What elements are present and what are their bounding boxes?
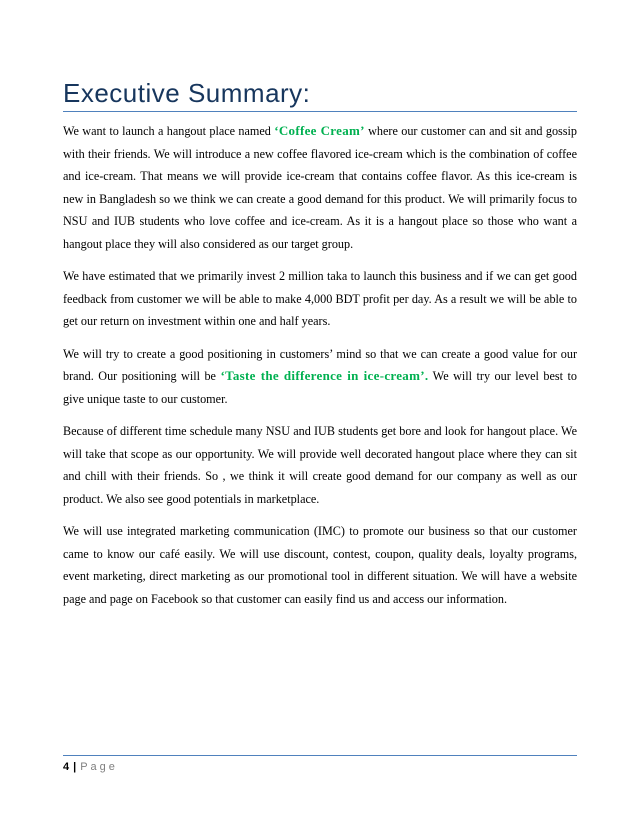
positioning-slogan: ‘Taste the difference in ice-cream’. — [220, 368, 429, 383]
page-label: Page — [80, 761, 118, 773]
page-title: Executive Summary: — [63, 78, 311, 108]
positioning-text-end: We will try our level best to give unique taste to our customer. — [63, 369, 578, 406]
paragraph-investment: We have estimated that we primarily invest 2 million taka to launch this business and if we can get good feedback from customer we will be able to make 4,000 BDT profit per day. As a result we will be able to get our return on investment within one and half years. — [63, 269, 577, 328]
page-footer — [63, 761, 118, 773]
page-number: 4 — [63, 761, 70, 773]
footer-separator: | — [73, 761, 77, 773]
paragraph-opportunity: Because of different time schedule many NSU and IUB students get bore and look for hangout place. We will take that scope as our opportunity. We will provide well decorated hangout place where they can sit and chill with their friends. So , we think it will create good demand for our company as well as our product. We also see good potentials in marketplace. — [63, 424, 577, 506]
intro-text-start: We want to launch a hangout place named — [63, 124, 275, 138]
positioning-text-start: We will try to create a good positioning in customers’ mind so that we can create a good value for our brand. Our positioning will be — [63, 346, 577, 383]
document-body — [63, 120, 577, 620]
paragraph-promotion: We will use integrated marketing communication (IMC) to promote our business so that our customer came to know our café easily. We will use discount, contest, coupon, quality deals, loyalty programs, event marketing, direct marketing as our promotional tool in different situation. We will have a website page and page on Facebook so that customer can easily find us and access our information. — [63, 524, 577, 606]
paragraph-intro — [63, 120, 577, 255]
brand-name: ‘Coffee Cream’ — [274, 123, 365, 138]
paragraph-positioning — [63, 343, 577, 411]
title-divider — [63, 111, 577, 112]
footer-divider — [63, 755, 577, 756]
intro-text-end: where our customer can and sit and gossip with their friends. We will introduce a new coffee flavored ice-cream which is the combination of coffee and ice-cream. That means we will provide ice-cream that contains coffee flavor. As this ice-cream is new in Bangladesh so we think we can create a good demand for this product. We will primarily focus to NSU and IUB students who love coffee and ice-cream. As it is a hangout place so those who want a hangout place they will also considered as our target group. — [63, 124, 578, 251]
